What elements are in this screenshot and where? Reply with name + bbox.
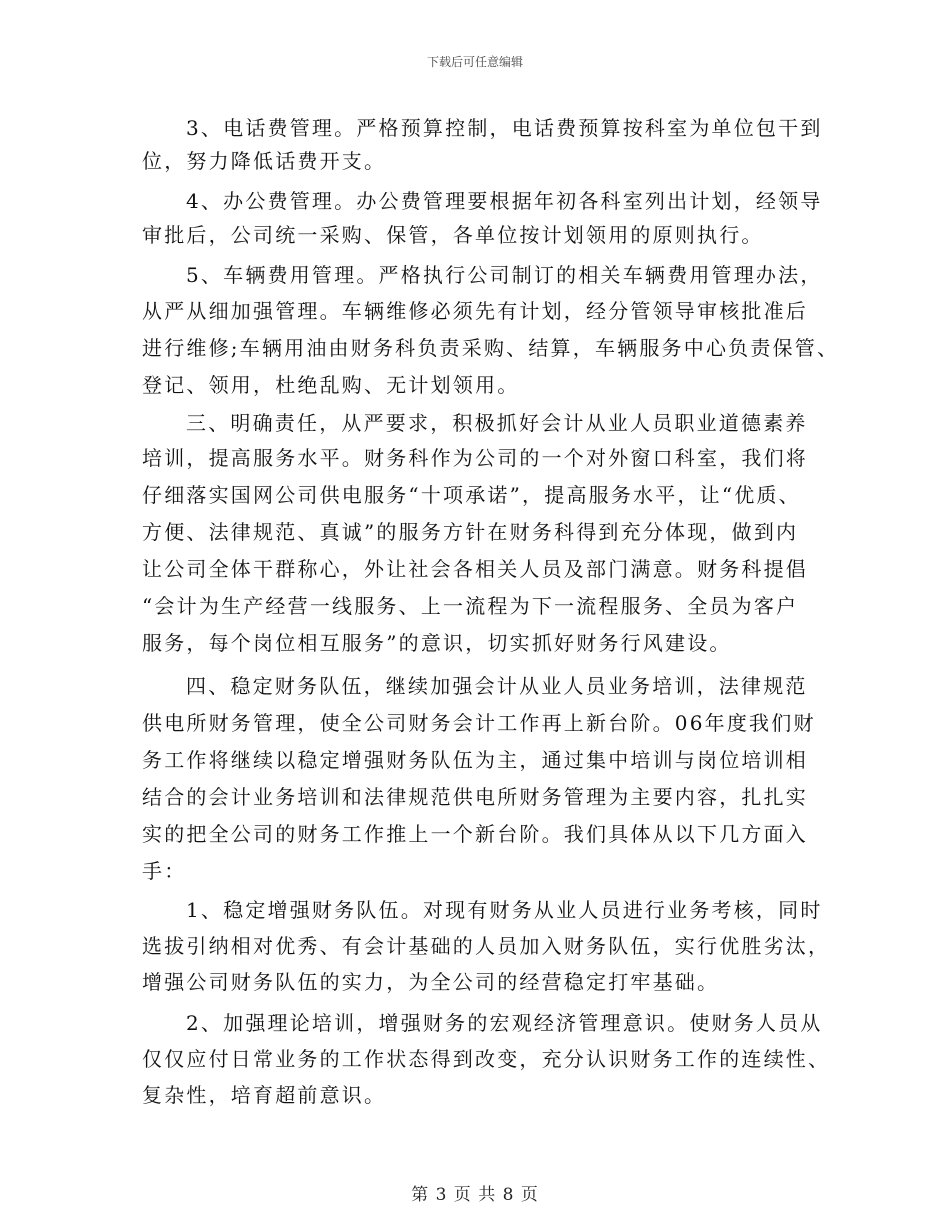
- body-line: 结合的会计业务培训和法律规范供电所财务管理为主要内容，扎扎实: [142, 785, 808, 809]
- body-line: “会计为生产经营一线服务、上一流程为下一流程服务、全员为客户: [142, 594, 799, 618]
- body-line: 1、稳定增强财务队伍。对现有财务从业人员进行业务考核，同时: [186, 898, 823, 922]
- body-line: 审批后，公司统一采购、保管，各单位按计划领用的原则执行。: [142, 223, 764, 247]
- page-header: 下载后可任意编辑: [426, 55, 523, 69]
- body-line: 位，努力降低话费开支。: [142, 149, 387, 173]
- body-line: 培训，提高服务水平。财务科作为公司的一个对外窗口科室，我们将: [142, 446, 808, 470]
- body-line: 登记、领用，杜绝乱购、无计划领用。: [142, 373, 520, 397]
- body-line: 务工作将继续以稳定增强财务队伍为主，通过集中培训与岗位培训相: [142, 748, 808, 772]
- body-line: 四、稳定财务队伍，继续加强会计从业人员业务培训，法律规范: [186, 674, 808, 698]
- body-line: 方便、法律规范、真诚”的服务方针在财务科得到充分体现，做到内: [142, 520, 799, 544]
- page-footer: 第 3 页 共 8 页: [411, 1185, 539, 1205]
- body-line: 三、明确责任，从严要求，积极抓好会计从业人员职业道德素养: [186, 411, 808, 435]
- body-line: 实的把全公司的财务工作推上一个新台阶。我们具体从以下几方面入: [142, 822, 808, 846]
- body-line: 让公司全体干群称心，外让社会各相关人员及部门满意。财务科提倡: [142, 557, 808, 581]
- body-line: 增强公司财务队伍的实力，为全公司的经营稳定打牢基础。: [142, 970, 720, 994]
- body-line: 3、电话费管理。严格预算控制，电话费预算按科室为单位包干到: [186, 116, 823, 140]
- body-line: 服务，每个岗位相互服务”的意识，切实抓好财务行风建设。: [142, 631, 732, 655]
- body-line: 供电所财务管理，使全公司财务会计工作再上新台阶。06年度我们财: [142, 711, 816, 735]
- body-line: 2、加强理论培训，增强财务的宏观经济管理意识。使财务人员从: [186, 1011, 823, 1035]
- body-line: 手：: [142, 859, 187, 883]
- body-line: 从严从细加强管理。车辆维修必须先有计划，经分管领导审核批准后: [142, 299, 808, 323]
- body-line: 4、办公费管理。办公费管理要根据年初各科室列出计划，经领导: [186, 189, 823, 213]
- body-line: 仔细落实国网公司供电服务“十项承诺”，提高服务水平，让“优质、: [142, 483, 801, 507]
- body-line: 复杂性，培育超前意识。: [142, 1083, 387, 1107]
- body-line: 5、车辆费用管理。严格执行公司制订的相关车辆费用管理办法，: [186, 263, 823, 287]
- body-line: 选拔引纳相对优秀、有会计基础的人员加入财务队伍，实行优胜劣汰，: [142, 934, 831, 958]
- body-line: 仅仅应付日常业务的工作状态得到改变，充分认识财务工作的连续性、: [142, 1047, 831, 1071]
- body-line: 进行维修;车辆用油由财务科负责采购、结算，车辆服务中心负责保管、: [142, 336, 840, 360]
